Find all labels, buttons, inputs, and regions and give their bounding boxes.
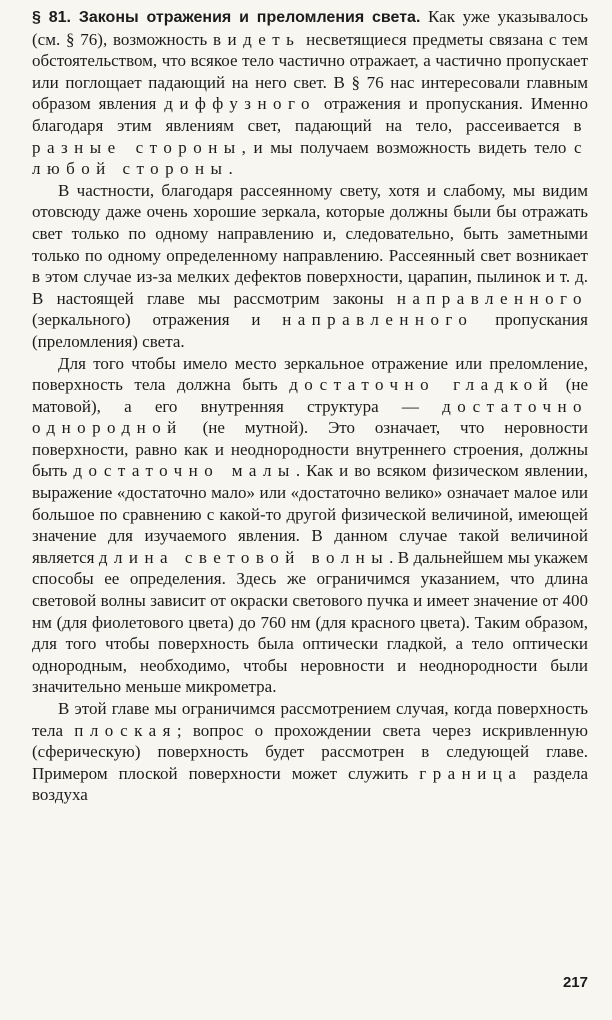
text-run: В частности, благодаря рассеянному свету, хотя и слабому, мы видим отовсюду даже очень хорошие зеркала, которые должны были бы отражать свет только по одному направлению и, следовательно, быть заметными только по одному определенному направлению. Рассеянный свет возникает в этом случае из-за мелких дефектов поверхности, царапин, пылинок и т. д. В настоящей главе мы рассмотрим законы	[32, 180, 588, 308]
spaced-emphasis: диффузного	[164, 94, 316, 114]
text-run: (зеркального) отражения и	[32, 310, 283, 330]
text-run: пропускания (преломления) света.	[32, 310, 588, 351]
text-run: (не мутной). Это означает, что неровности поверхности, равно как и неоднородности внутреннего строения, должны быть	[32, 418, 588, 481]
paragraph-2	[32, 180, 588, 353]
spaced-emphasis: достаточно гладкой	[289, 375, 555, 395]
spaced-emphasis: направленного	[282, 310, 474, 330]
spaced-emphasis: видеть	[213, 29, 301, 49]
spaced-emphasis: достаточно однородной	[32, 396, 588, 438]
text-run: Как уже указывалось (см. § 76), возможность	[32, 7, 588, 49]
text-run: . Как и во всяком физическом явлении, выражение «достаточно мало» или «достаточно велико» означает малое или большое по сравнению с какой-то другой физической величиной, имеющей значение для изучаемого явления. В данном случае такой величиной является	[32, 461, 588, 567]
text-run: отражения и пропускания. Именно благодаря этим явлениям свет, падающий на тело, рассеивается	[32, 94, 588, 135]
spaced-emphasis: в разные стороны	[32, 115, 588, 157]
paragraph-4	[32, 698, 588, 806]
paragraph-1-body	[32, 7, 588, 178]
page-text	[32, 6, 588, 806]
text-run: несветящиеся предметы связана с тем обстоятельством, что всякое тело частично отражает, а частично пропускает или поглощает падающий на него свет. В § 76 нас интересовали главным образом явления	[32, 29, 589, 114]
text-run: . В дальнейшем мы укажем способы ее определения. Здесь же ограничимся указанием, что длина световой волны зависит от окраски светового пучка и имеет значение от 400 нм (для фиолетового цвета) до 760 нм (для красного цвета). Таким образом, для того чтобы поверхность была оптически гладкой, а тело оптически однородным, необходимо, чтобы неровности и неоднородности были значительно меньше микрометра.	[32, 547, 588, 697]
text-run: ; вопрос о прохождении света через искривленную (сферическую) поверхность будет рассмотрен в следующей главе. Примером плоской поверхности может служить	[32, 720, 588, 783]
paragraph-3	[32, 353, 588, 699]
spaced-emphasis: достаточно малы	[73, 461, 296, 481]
spaced-emphasis: граница	[419, 763, 523, 783]
spaced-emphasis: длина световой волны	[98, 547, 390, 567]
page-number: 217	[562, 974, 588, 991]
text-run: (не матовой), а его внутренняя структура —	[32, 375, 588, 416]
paragraph-1	[32, 6, 588, 180]
text-run: .	[228, 159, 233, 179]
text-run: раздела воздуха	[32, 763, 588, 805]
section-heading: § 81. Законы отражения и преломления света.	[32, 9, 421, 26]
spaced-emphasis: плоская	[74, 720, 177, 740]
text-run: Для того чтобы имело место зеркальное отражение или преломление, поверхность тела должна быть	[32, 353, 588, 395]
spaced-emphasis: с любой стороны	[32, 137, 588, 179]
spaced-emphasis: направленного	[396, 288, 588, 308]
text-run: , и мы получаем возможность видеть тело	[241, 137, 574, 157]
text-run: В этой главе мы ограничимся рассмотрением случая, когда поверхность тела	[32, 699, 588, 740]
